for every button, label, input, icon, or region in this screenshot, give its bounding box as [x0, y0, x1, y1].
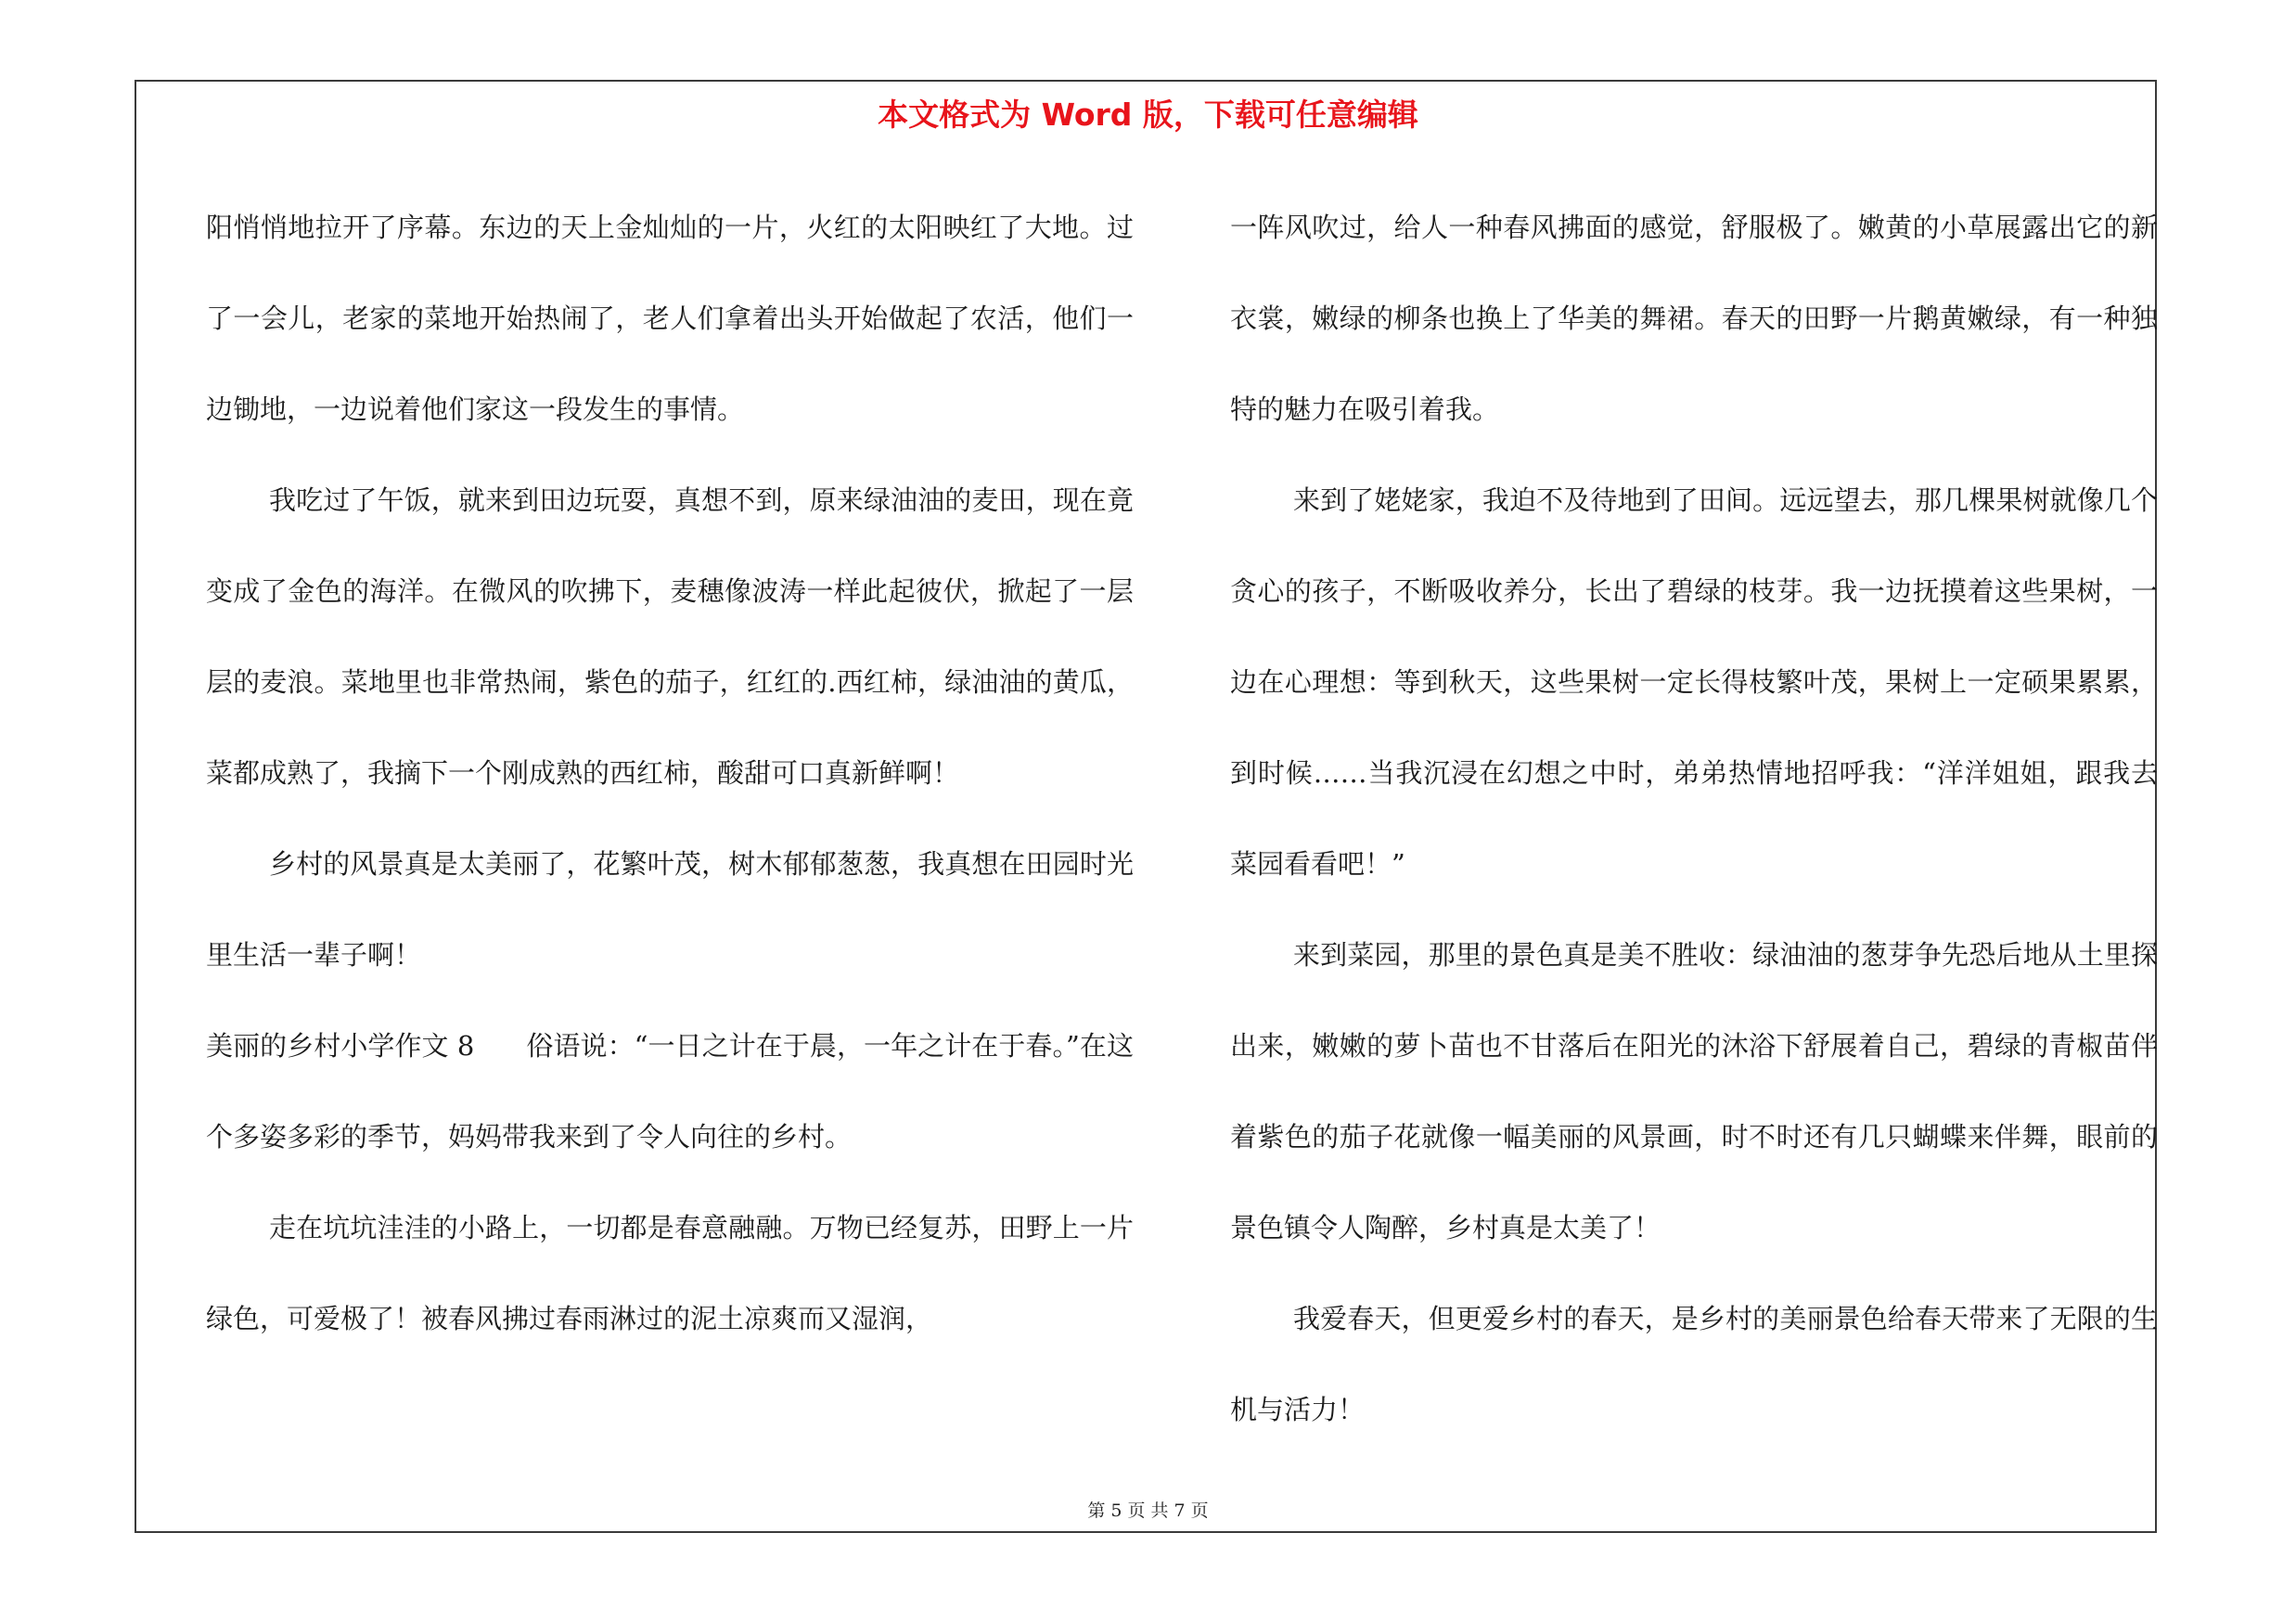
- paragraph: 来到菜园，那里的景色真是美不胜收：绿油油的葱芽争先恐后地从土里探出来，嫩嫩的萝卜苗也不甘落后在阳光的沐浴下舒展着自己，碧绿的青椒苗伴着紫色的茄子花就像一幅美丽的风景画，时不时还有几只蝴蝶来伴舞，眼前的景色镇令人陶醉，乡村真是太美了！: [1230, 939, 2158, 1243]
- paragraph-continuation: 一阵风吹过，给人一种春风拂面的感觉，舒服极了。嫩黄的小草展露出它的新衣裳，嫩绿的柳条也换上了华美的舞裙。春天的田野一片鹅黄嫩绿，有一种独特的魅力在吸引着我。: [1230, 212, 2158, 425]
- left-column: [206, 182, 1134, 1364]
- paragraph: 我吃过了午饭，就来到田边玩耍，真想不到，原来绿油油的麦田，现在竟变成了金色的海洋。在微风的吹拂下，麦穗像波涛一样此起彼伏，掀起了一层层的麦浪。菜地里也非常热闹，紫色的茄子，红红的.西红柿，绿油油的黄瓜，菜都成熟了，我摘下一个刚成熟的西红柿，酸甜可口真新鲜啊！: [206, 484, 1134, 789]
- page-number-footer: 第 5 页 共 7 页: [1087, 1501, 1209, 1521]
- header-banner: 本文格式为 Word 版，下载可任意编辑: [878, 97, 1418, 133]
- essay-heading-paragraph: [206, 1000, 1134, 1182]
- paragraph: 乡村的风景真是太美丽了，花繁叶茂，树木郁郁葱葱，我真想在田园时光里生活一辈子啊！: [206, 848, 1134, 971]
- paragraph: 我爱春天，但更爱乡村的春天，是乡村的美丽景色给春天带来了无限的生机与活力！: [1230, 1303, 2158, 1425]
- right-column: [1230, 182, 2158, 1455]
- paragraph-continuation: 阳悄悄地拉开了序幕。东边的天上金灿灿的一片，火红的太阳映红了大地。过了一会儿，老家的菜地开始热闹了，老人们拿着出头开始做起了农活，他们一边锄地，一边说着他们家这一段发生的事情。: [206, 212, 1134, 425]
- essay-title: 美丽的乡村小学作文 8: [206, 1030, 475, 1062]
- paragraph: 来到了姥姥家，我迫不及待地到了田间。远远望去，那几棵果树就像几个贪心的孩子，不断吸收养分，长出了碧绿的枝芽。我一边抚摸着这些果树，一边在心理想：等到秋天，这些果树一定长得枝繁叶茂，果树上一定硕果累累，到时候……当我沉浸在幻想之中时，弟弟热情地招呼我：“洋洋姐姐，跟我去菜园看看吧！”: [1230, 484, 2158, 880]
- essay-intro: 俗语说：“一日之计在于晨，一年之计在于春。”在这个多姿多彩的季节，妈妈带我来到了令人向往的乡村。: [206, 1030, 1134, 1153]
- paragraph: 走在坑坑洼洼的小路上，一切都是春意融融。万物已经复苏，田野上一片绿色，可爱极了！被春风拂过春雨淋过的泥土凉爽而又湿润，: [206, 1212, 1134, 1334]
